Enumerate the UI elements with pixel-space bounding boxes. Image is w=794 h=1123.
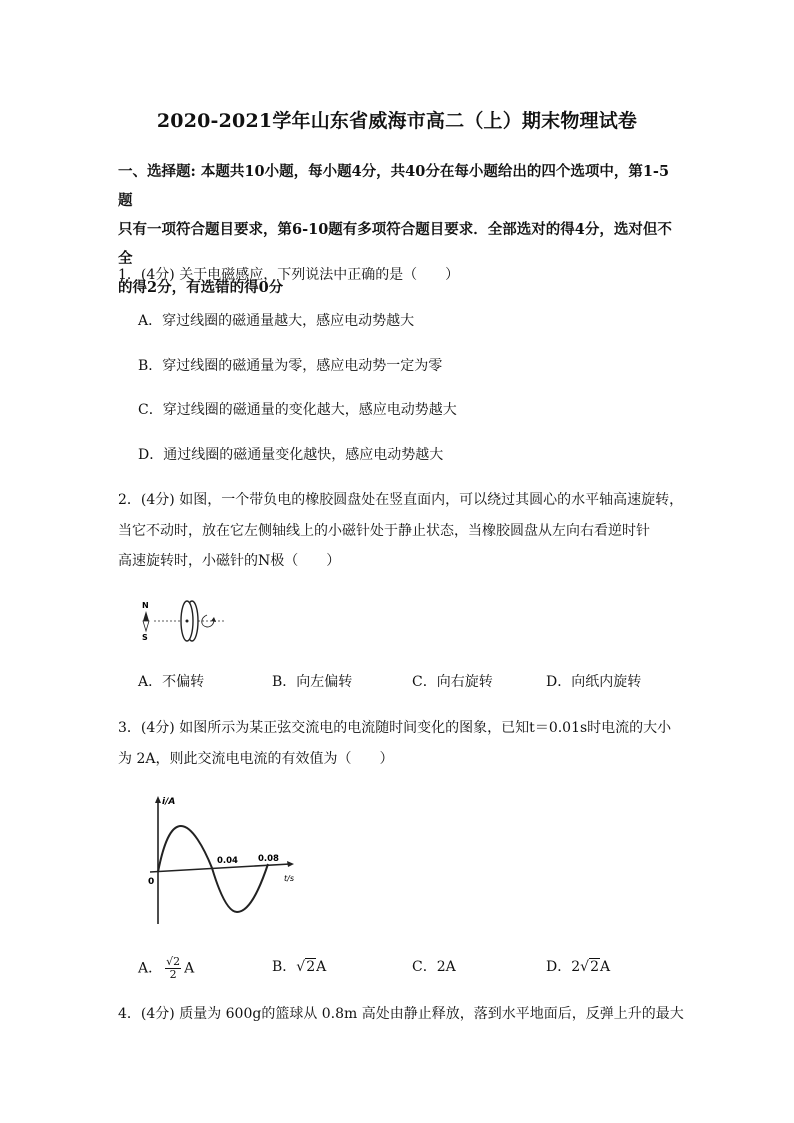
q3-stem-line-1: 3．(4分) 如图所示为某正弦交流电的电流随时间变化的图象，已知t＝0.01s时电流的大小	[118, 720, 672, 736]
q3-option-b-prefix: B．	[272, 959, 297, 975]
q1-option-a: A．穿过线圈的磁通量越大，感应电动势越大	[138, 313, 415, 329]
q2-option-a: A．不偏转	[138, 674, 205, 690]
q3-option-b-radicand: 2	[306, 959, 316, 975]
q2-stem-line-3: 高速旋转时，小磁针的N极（ ）	[118, 553, 341, 569]
q3-tick-label-1: 0.04	[217, 856, 238, 866]
q2-option-b: B．向左偏转	[272, 674, 353, 690]
page-title: 2020-2021学年山东省威海市高二（上）期末物理试卷	[156, 110, 638, 132]
q3-option-d-unit: A	[599, 959, 611, 975]
q3-option-d-prefix: D．2	[546, 959, 581, 975]
q3-sine-curve	[158, 826, 268, 912]
section-line-2: 只有一项符合题目要求，第6-10题有多项符合题目要求．全部选对的得4分，选对但不全	[118, 221, 672, 267]
q1-option-b: B．穿过线圈的磁通量为零，感应电动势一定为零	[138, 358, 443, 374]
q2-stem-line-1: 2．(4分) 如图，一个带负电的橡胶圆盘处在竖直面内，可以绕过其圆心的水平轴高速旋转，	[118, 492, 684, 508]
q3-option-c: C．2A	[412, 959, 456, 975]
q2-option-c: C．向右旋转	[412, 674, 493, 690]
q3-option-a-numerator: √2	[166, 955, 181, 968]
q3-option-a-unit: A	[184, 960, 195, 977]
q2-magnet-north-icon	[143, 611, 149, 621]
q3-option-a-denominator: 2	[169, 968, 177, 981]
q3-y-axis-arrow-icon	[155, 796, 161, 803]
q3-option-d-radicand: 2	[590, 959, 599, 975]
q3-option-b-sqrt: √2	[296, 959, 316, 975]
q2-stem-line-2: 当它不动时，放在它左侧轴线上的小磁针处于静止状态，当橡胶圆盘从左向右看逆时针	[118, 523, 650, 539]
q3-y-axis-label: i/A	[162, 797, 176, 807]
q3-x-axis-label: t/s	[284, 874, 294, 883]
q4-stem: 4．(4分) 质量为 600g的篮球从 0.8m 高处由静止释放，落到水平地面后，反弹上升的最大	[118, 1006, 684, 1022]
q2-figure-disk-magnet	[134, 596, 234, 646]
q2-disk-center	[186, 620, 189, 623]
q3-option-a-prefix: A．	[138, 960, 163, 977]
q3-origin-label: 0	[148, 877, 155, 887]
q3-option-a-fraction	[165, 956, 181, 981]
q3-current-graph	[140, 790, 300, 930]
q3-option-d	[546, 956, 610, 976]
q1-option-c: C．穿过线圈的磁通量的变化越大，感应电动势越大	[138, 402, 457, 418]
q2-option-d: D．向纸内旋转	[546, 674, 642, 690]
q3-option-b-unit: A	[316, 959, 327, 975]
q2-magnet-south-icon	[143, 621, 149, 631]
q3-tick-label-2: 0.08	[258, 854, 279, 864]
q3-option-a	[138, 956, 194, 981]
q1-stem: 1．(4分) 关于电磁感应，下列说法中正确的是（ ）	[118, 267, 460, 283]
q3-option-b	[272, 956, 326, 976]
section-line-3: 的得2分，有选错的得0分	[118, 279, 284, 296]
q2-figure-s-label: S	[142, 633, 148, 642]
q3-stem-line-2: 为 2A，则此交流电电流的有效值为（ ）	[118, 751, 394, 767]
q2-figure-n-label: N	[142, 601, 149, 610]
q1-option-d: D．通过线圈的磁通量变化越快，感应电动势越大	[138, 447, 444, 463]
section-line-1: 一、选择题: 本题共10小题，每小题4分，共40分在每小题给出的四个选项中，第1-5题	[118, 163, 670, 209]
q3-option-d-sqrt: √2	[580, 959, 599, 975]
q3-x-axis-arrow-icon	[287, 861, 294, 867]
